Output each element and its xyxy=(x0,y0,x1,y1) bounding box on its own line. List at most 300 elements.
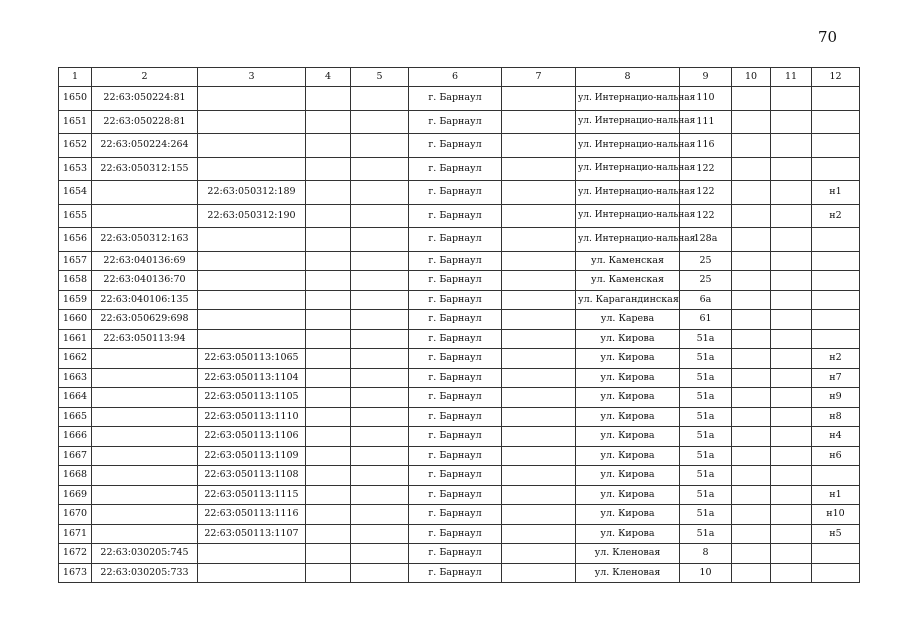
table-cell xyxy=(198,110,306,134)
table-cell xyxy=(306,181,351,205)
table-cell: 1651 xyxy=(59,110,92,134)
table-row xyxy=(59,228,860,252)
table-row xyxy=(59,271,860,291)
table-cell: ул. Карагандинская xyxy=(576,290,680,310)
table-cell xyxy=(502,485,576,505)
table-cell: г. Барнаул xyxy=(409,290,502,310)
table-cell xyxy=(771,228,812,252)
table-cell: ул. Кирова xyxy=(576,505,680,525)
table-row xyxy=(59,407,860,427)
table-cell xyxy=(771,110,812,134)
table-cell xyxy=(812,228,860,252)
table-cell xyxy=(351,87,409,111)
table-cell: 22:63:050113:1108 xyxy=(198,466,306,486)
table-cell: 1664 xyxy=(59,388,92,408)
table-cell xyxy=(771,524,812,544)
table-cell xyxy=(812,271,860,291)
table-cell xyxy=(351,368,409,388)
table-body xyxy=(59,87,860,583)
table-cell xyxy=(732,181,771,205)
table-cell xyxy=(306,271,351,291)
table-cell xyxy=(771,349,812,369)
table-cell xyxy=(732,446,771,466)
table-cell xyxy=(771,329,812,349)
table-cell: ул. Кирова xyxy=(576,407,680,427)
table-cell xyxy=(812,329,860,349)
column-header: 9 xyxy=(680,68,732,87)
table-cell: г. Барнаул xyxy=(409,329,502,349)
table-row xyxy=(59,110,860,134)
table-cell: 51а xyxy=(680,329,732,349)
table-cell xyxy=(198,271,306,291)
table-cell xyxy=(351,157,409,181)
column-header: 5 xyxy=(351,68,409,87)
table-cell xyxy=(502,310,576,330)
table-cell: 1659 xyxy=(59,290,92,310)
table-cell xyxy=(92,427,198,447)
table-cell xyxy=(351,271,409,291)
table-row xyxy=(59,544,860,564)
table-cell xyxy=(812,310,860,330)
table-cell: 1655 xyxy=(59,204,92,228)
table-cell: 1650 xyxy=(59,87,92,111)
table-cell xyxy=(732,271,771,291)
table-cell: 22:63:050113:1109 xyxy=(198,446,306,466)
table-cell: ул. Кирова xyxy=(576,524,680,544)
table-cell: 110 xyxy=(680,87,732,111)
page-number: 70 xyxy=(818,28,838,46)
column-header: 1 xyxy=(59,68,92,87)
table-cell: г. Барнаул xyxy=(409,349,502,369)
table-cell: 22:63:030205:745 xyxy=(92,544,198,564)
table-cell: ул. Интернацио-нальная xyxy=(576,181,680,205)
table-cell xyxy=(502,110,576,134)
table-cell xyxy=(306,544,351,564)
table-cell: ул. Кирова xyxy=(576,485,680,505)
table-cell xyxy=(812,466,860,486)
table-cell xyxy=(771,563,812,583)
table-cell xyxy=(732,310,771,330)
table-cell xyxy=(732,134,771,158)
table-cell xyxy=(198,87,306,111)
table-cell xyxy=(92,349,198,369)
table-cell xyxy=(306,505,351,525)
table-cell: г. Барнаул xyxy=(409,87,502,111)
table-cell xyxy=(198,544,306,564)
table-cell: 22:63:030205:733 xyxy=(92,563,198,583)
table-cell: 22:63:050113:1104 xyxy=(198,368,306,388)
table-cell: г. Барнаул xyxy=(409,524,502,544)
table-cell: 10 xyxy=(680,563,732,583)
table-cell: 1658 xyxy=(59,271,92,291)
table-row xyxy=(59,251,860,271)
table-cell xyxy=(771,388,812,408)
column-header: 2 xyxy=(92,68,198,87)
table-cell xyxy=(771,271,812,291)
table-row xyxy=(59,181,860,205)
table-cell: 22:63:040136:69 xyxy=(92,251,198,271)
table-cell xyxy=(502,505,576,525)
table-cell xyxy=(306,329,351,349)
table-cell xyxy=(306,251,351,271)
table-cell xyxy=(732,290,771,310)
table-cell: 22:63:050113:1106 xyxy=(198,427,306,447)
table-cell xyxy=(502,228,576,252)
table-cell xyxy=(502,407,576,427)
table-cell xyxy=(306,349,351,369)
table-cell xyxy=(306,310,351,330)
table-cell xyxy=(306,485,351,505)
table-cell: г. Барнаул xyxy=(409,157,502,181)
table-cell xyxy=(812,290,860,310)
table-cell: 1671 xyxy=(59,524,92,544)
table-cell xyxy=(502,427,576,447)
table-cell xyxy=(306,157,351,181)
table-cell: 122 xyxy=(680,157,732,181)
table-cell xyxy=(771,310,812,330)
table-cell xyxy=(351,228,409,252)
table-cell: 22:63:050224:264 xyxy=(92,134,198,158)
table-cell: 25 xyxy=(680,271,732,291)
table-cell: г. Барнаул xyxy=(409,427,502,447)
table-cell xyxy=(732,466,771,486)
table-cell xyxy=(502,181,576,205)
table-cell: н8 xyxy=(812,407,860,427)
table-cell: г. Барнаул xyxy=(409,110,502,134)
table-cell xyxy=(306,407,351,427)
table-cell xyxy=(771,157,812,181)
table-cell xyxy=(351,181,409,205)
table-cell: 1673 xyxy=(59,563,92,583)
table-cell: 22:63:050312:163 xyxy=(92,228,198,252)
table-cell xyxy=(732,368,771,388)
table-cell: 51а xyxy=(680,505,732,525)
table-cell xyxy=(351,407,409,427)
table-cell xyxy=(812,134,860,158)
table-cell: 1663 xyxy=(59,368,92,388)
table-cell: г. Барнаул xyxy=(409,388,502,408)
table-cell: 22:63:050113:1115 xyxy=(198,485,306,505)
column-header: 8 xyxy=(576,68,680,87)
table-cell xyxy=(92,466,198,486)
table-row xyxy=(59,134,860,158)
table-cell xyxy=(732,110,771,134)
table-cell: г. Барнаул xyxy=(409,310,502,330)
table-cell xyxy=(771,446,812,466)
table-cell xyxy=(92,505,198,525)
table-cell xyxy=(92,388,198,408)
table-cell xyxy=(351,310,409,330)
table-row xyxy=(59,563,860,583)
table-cell xyxy=(306,524,351,544)
column-header: 7 xyxy=(502,68,576,87)
table-cell: н1 xyxy=(812,485,860,505)
table-cell xyxy=(351,329,409,349)
table-cell: 1662 xyxy=(59,349,92,369)
table-cell: 22:63:050312:190 xyxy=(198,204,306,228)
table-cell: г. Барнаул xyxy=(409,466,502,486)
table-cell xyxy=(732,251,771,271)
table-cell: 22:63:050312:189 xyxy=(198,181,306,205)
table-cell xyxy=(351,544,409,564)
table-cell: ул. Интернацио-нальная xyxy=(576,204,680,228)
table-cell: 51а xyxy=(680,407,732,427)
table-cell: 22:63:050113:1116 xyxy=(198,505,306,525)
table-cell xyxy=(812,157,860,181)
table-cell: 6а xyxy=(680,290,732,310)
table-cell: 22:63:040136:70 xyxy=(92,271,198,291)
table-cell xyxy=(351,563,409,583)
table-cell xyxy=(306,204,351,228)
table-cell: 1666 xyxy=(59,427,92,447)
table-cell: 111 xyxy=(680,110,732,134)
table-cell xyxy=(812,110,860,134)
table-cell xyxy=(351,466,409,486)
table-row xyxy=(59,157,860,181)
table-cell xyxy=(502,349,576,369)
table-cell: 22:63:050113:94 xyxy=(92,329,198,349)
table-cell xyxy=(92,204,198,228)
table-cell: 1661 xyxy=(59,329,92,349)
table-cell xyxy=(812,563,860,583)
table-cell: г. Барнаул xyxy=(409,204,502,228)
table-cell: ул. Интернацио-нальная xyxy=(576,110,680,134)
table-cell: 1653 xyxy=(59,157,92,181)
table-row xyxy=(59,388,860,408)
table-cell xyxy=(306,368,351,388)
table-cell xyxy=(92,524,198,544)
table-cell: г. Барнаул xyxy=(409,544,502,564)
table-cell xyxy=(502,134,576,158)
table-cell: ул. Каменская xyxy=(576,271,680,291)
table-cell xyxy=(502,466,576,486)
table-row xyxy=(59,505,860,525)
table-cell xyxy=(306,110,351,134)
table-cell: 51а xyxy=(680,485,732,505)
table-cell: 8 xyxy=(680,544,732,564)
table-cell: 22:63:050228:81 xyxy=(92,110,198,134)
table-cell: г. Барнаул xyxy=(409,134,502,158)
table-cell: 1670 xyxy=(59,505,92,525)
table-cell: г. Барнаул xyxy=(409,251,502,271)
table-cell xyxy=(306,290,351,310)
table-cell: ул. Кирова xyxy=(576,329,680,349)
table-cell: 22:63:040106:135 xyxy=(92,290,198,310)
table-row xyxy=(59,368,860,388)
table-cell: 1654 xyxy=(59,181,92,205)
table-cell xyxy=(502,290,576,310)
column-header: 12 xyxy=(812,68,860,87)
table-row xyxy=(59,87,860,111)
table-cell xyxy=(306,446,351,466)
table-cell xyxy=(198,228,306,252)
table-cell xyxy=(502,271,576,291)
column-header: 6 xyxy=(409,68,502,87)
table-cell xyxy=(306,87,351,111)
table-cell xyxy=(732,524,771,544)
table-cell: 22:63:050113:1065 xyxy=(198,349,306,369)
table-cell xyxy=(502,524,576,544)
table-cell xyxy=(502,87,576,111)
table-cell xyxy=(306,228,351,252)
table-cell xyxy=(351,110,409,134)
table-cell: 22:63:050629:698 xyxy=(92,310,198,330)
table-cell: ул. Кирова xyxy=(576,368,680,388)
table-cell: н5 xyxy=(812,524,860,544)
table-cell xyxy=(92,181,198,205)
table-cell xyxy=(198,157,306,181)
table-cell xyxy=(351,290,409,310)
table-cell xyxy=(771,181,812,205)
table-cell xyxy=(502,251,576,271)
table-cell xyxy=(771,466,812,486)
table-cell: 51а xyxy=(680,388,732,408)
table-cell xyxy=(771,204,812,228)
table-cell xyxy=(351,427,409,447)
table-cell: 122 xyxy=(680,181,732,205)
table-cell: 1665 xyxy=(59,407,92,427)
table-cell: 1669 xyxy=(59,485,92,505)
table-cell xyxy=(732,204,771,228)
table-cell xyxy=(351,251,409,271)
table-row xyxy=(59,485,860,505)
table-cell: 51а xyxy=(680,368,732,388)
table-cell xyxy=(306,427,351,447)
table-cell: 25 xyxy=(680,251,732,271)
table-cell: 51а xyxy=(680,349,732,369)
table-cell xyxy=(771,407,812,427)
table-cell xyxy=(198,329,306,349)
table-cell xyxy=(812,251,860,271)
table-row xyxy=(59,290,860,310)
table-cell xyxy=(771,290,812,310)
table-cell: ул. Кирова xyxy=(576,446,680,466)
table-row xyxy=(59,349,860,369)
table-cell xyxy=(812,87,860,111)
table-cell xyxy=(502,157,576,181)
table-cell: 116 xyxy=(680,134,732,158)
table-cell: ул. Интернацио-нальная xyxy=(576,87,680,111)
table-cell: 51а xyxy=(680,466,732,486)
table-cell: н1 xyxy=(812,181,860,205)
table-cell: 51а xyxy=(680,427,732,447)
table-cell: ул. Кирова xyxy=(576,466,680,486)
table-cell: 1672 xyxy=(59,544,92,564)
table-row xyxy=(59,466,860,486)
table-cell xyxy=(502,446,576,466)
table-cell xyxy=(92,446,198,466)
table-row xyxy=(59,427,860,447)
table-cell: 61 xyxy=(680,310,732,330)
table-cell xyxy=(771,134,812,158)
table-cell: ул. Интернацио-нальная xyxy=(576,157,680,181)
table-cell xyxy=(771,251,812,271)
table-cell: 1667 xyxy=(59,446,92,466)
table-row xyxy=(59,446,860,466)
table-cell xyxy=(732,388,771,408)
table-cell xyxy=(198,251,306,271)
table-cell: 22:63:050113:1107 xyxy=(198,524,306,544)
table-cell xyxy=(771,427,812,447)
table-cell: г. Барнаул xyxy=(409,368,502,388)
table-cell: г. Барнаул xyxy=(409,407,502,427)
table-cell xyxy=(732,544,771,564)
table-cell xyxy=(502,544,576,564)
table-cell xyxy=(198,290,306,310)
table-cell xyxy=(732,228,771,252)
table-cell xyxy=(351,204,409,228)
table-cell: г. Барнаул xyxy=(409,446,502,466)
table-cell: ул. Карева xyxy=(576,310,680,330)
table-cell: г. Барнаул xyxy=(409,505,502,525)
table-row xyxy=(59,204,860,228)
column-header: 10 xyxy=(732,68,771,87)
table-cell xyxy=(306,388,351,408)
table-cell xyxy=(732,407,771,427)
table-cell xyxy=(198,310,306,330)
table-cell: 51а xyxy=(680,446,732,466)
table-cell xyxy=(306,134,351,158)
table-cell xyxy=(351,446,409,466)
table-cell: ул. Кирова xyxy=(576,349,680,369)
table-cell: 22:63:050113:1105 xyxy=(198,388,306,408)
table-cell: ул. Интернацио-нальная xyxy=(576,134,680,158)
table-cell: 1657 xyxy=(59,251,92,271)
table-cell: 122 xyxy=(680,204,732,228)
table-cell: н10 xyxy=(812,505,860,525)
table-cell xyxy=(351,485,409,505)
table-cell: н9 xyxy=(812,388,860,408)
table-row xyxy=(59,310,860,330)
table-cell: н2 xyxy=(812,204,860,228)
table-cell: н2 xyxy=(812,349,860,369)
table-cell: г. Барнаул xyxy=(409,485,502,505)
table-cell xyxy=(502,388,576,408)
table-cell: г. Барнаул xyxy=(409,228,502,252)
table-cell xyxy=(502,204,576,228)
table-row xyxy=(59,524,860,544)
table-cell xyxy=(732,485,771,505)
table-cell: г. Барнаул xyxy=(409,271,502,291)
table-row xyxy=(59,329,860,349)
table-cell: г. Барнаул xyxy=(409,181,502,205)
table-cell xyxy=(732,157,771,181)
column-header: 4 xyxy=(306,68,351,87)
table-cell xyxy=(732,563,771,583)
table-cell: ул. Кирова xyxy=(576,427,680,447)
registry-table xyxy=(58,67,860,583)
table-cell xyxy=(732,349,771,369)
table-cell xyxy=(92,407,198,427)
table-cell: 128а xyxy=(680,228,732,252)
table-cell xyxy=(351,505,409,525)
table-cell: ул. Кленовая xyxy=(576,563,680,583)
table-cell xyxy=(732,427,771,447)
table-cell xyxy=(351,134,409,158)
table-cell: 1652 xyxy=(59,134,92,158)
table-cell: 22:63:050113:1110 xyxy=(198,407,306,427)
table-cell xyxy=(771,368,812,388)
table-cell xyxy=(92,485,198,505)
table-cell: 22:63:050312:155 xyxy=(92,157,198,181)
table-cell xyxy=(502,368,576,388)
table-cell xyxy=(771,544,812,564)
table-cell: 51а xyxy=(680,524,732,544)
table-cell: н7 xyxy=(812,368,860,388)
table-cell xyxy=(351,524,409,544)
table-cell xyxy=(732,329,771,349)
table-cell: н6 xyxy=(812,446,860,466)
